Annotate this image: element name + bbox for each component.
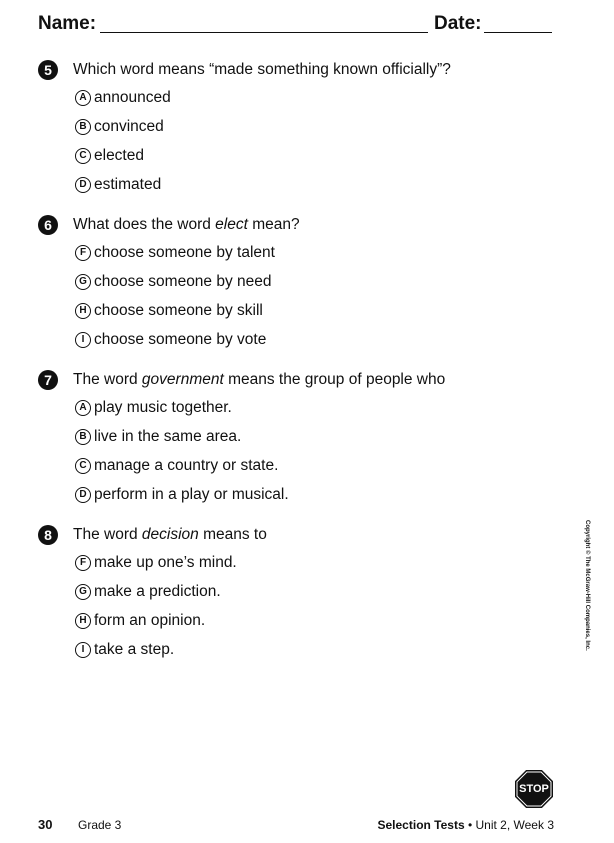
date-label: Date: <box>434 13 482 34</box>
answer-text: take a step. <box>94 641 175 658</box>
answer-text: choose someone by talent <box>94 244 275 261</box>
answer-bubble[interactable]: B <box>75 429 91 445</box>
header <box>38 12 554 36</box>
answer-bubble[interactable]: C <box>75 458 91 474</box>
answer-bubble[interactable]: A <box>75 400 91 416</box>
name-line <box>100 32 428 33</box>
answer-bubble[interactable]: F <box>75 555 91 571</box>
answer-bubble[interactable]: C <box>75 148 91 164</box>
answer-text: play music together. <box>94 399 232 416</box>
answer-text: make a prediction. <box>94 583 221 600</box>
answer-text: announced <box>94 89 171 106</box>
stop-label: STOP <box>519 783 549 795</box>
question-number: 8 <box>38 525 58 545</box>
answer-text: estimated <box>94 176 162 193</box>
answer-bubble[interactable]: G <box>75 274 91 290</box>
answer-bubble[interactable]: A <box>75 90 91 106</box>
answer-text: perform in a play or musical. <box>94 486 289 503</box>
answer-bubble[interactable]: H <box>75 303 91 319</box>
answer-text: choose someone by need <box>94 273 272 290</box>
answer-bubble[interactable]: F <box>75 245 91 261</box>
answer-text: form an opinion. <box>94 612 206 629</box>
answer-bubble[interactable]: B <box>75 119 91 135</box>
answer-bubble[interactable]: I <box>75 642 91 658</box>
answer-text: choose someone by skill <box>94 302 263 319</box>
footer <box>38 816 554 834</box>
date-line <box>484 32 552 33</box>
question-text: Which word means “made something known officially”? <box>73 61 451 78</box>
answer-bubble[interactable]: I <box>75 332 91 348</box>
stop-sign <box>515 770 553 808</box>
answer-bubble[interactable]: H <box>75 613 91 629</box>
series-label: Selection Tests • Unit 2, Week 3 <box>377 818 554 832</box>
answer-text: elected <box>94 147 144 164</box>
grade-label: Grade 3 <box>78 818 122 832</box>
copyright-text: Copyright © The McGraw-Hill Companies, Inc. <box>584 520 590 651</box>
answer-text: live in the same area. <box>94 428 242 445</box>
question-text: The word decision means to <box>73 526 267 543</box>
answer-bubble[interactable]: D <box>75 177 91 193</box>
copyright-notice <box>584 520 590 652</box>
answer-text: convinced <box>94 118 164 135</box>
question-number: 6 <box>38 215 58 235</box>
question-text: The word government means the group of people who <box>73 371 446 388</box>
answer-text: manage a country or state. <box>94 457 279 474</box>
answer-bubble[interactable]: D <box>75 487 91 503</box>
page-number: 30 <box>38 817 53 832</box>
question-number: 5 <box>38 60 58 80</box>
question-number: 7 <box>38 370 58 390</box>
answer-text: choose someone by vote <box>94 331 267 348</box>
question-text: What does the word elect mean? <box>73 216 300 233</box>
name-label: Name: <box>38 13 97 34</box>
answer-text: make up one’s mind. <box>94 554 237 571</box>
answer-bubble[interactable]: G <box>75 584 91 600</box>
